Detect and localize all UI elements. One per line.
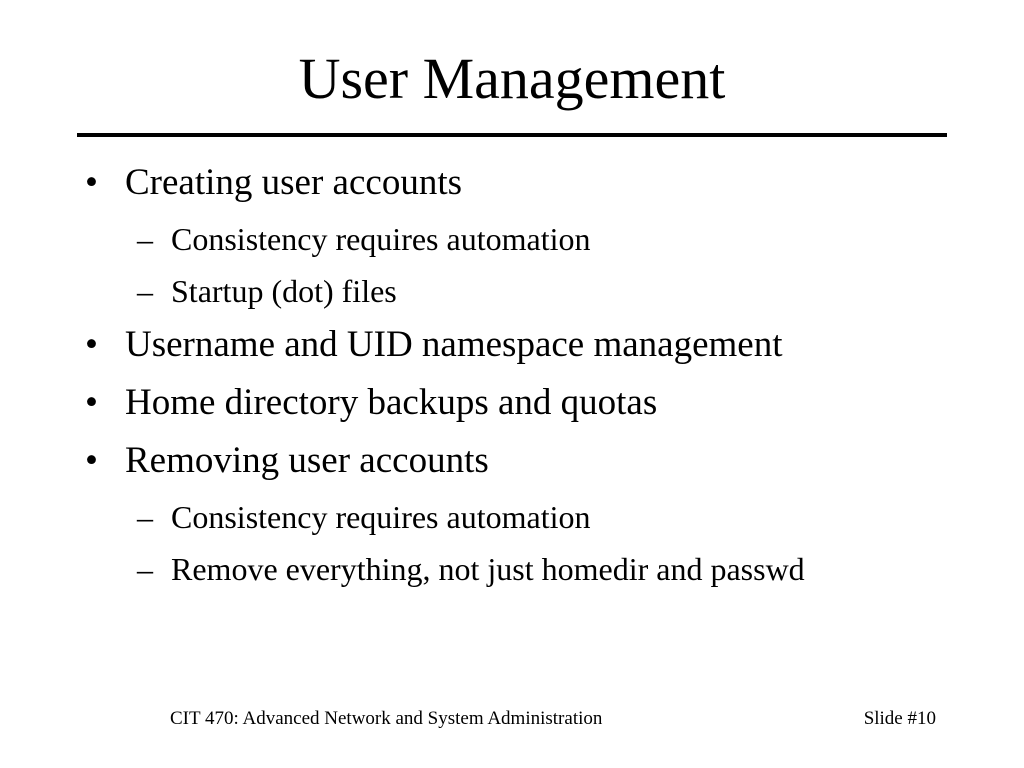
sub-bullet-marker: – <box>137 499 153 535</box>
sub-bullet-text: Startup (dot) files <box>171 273 397 309</box>
sub-bullet-item <box>85 498 985 536</box>
sub-bullet-item <box>85 220 985 258</box>
bullet-list <box>85 160 985 588</box>
sub-bullet-item <box>85 550 931 588</box>
footer-course-title: CIT 470: Advanced Network and System Administration <box>170 708 603 729</box>
title-divider <box>77 133 947 137</box>
sub-bullet-marker: – <box>137 221 153 257</box>
bullet-marker: • <box>85 382 98 423</box>
sub-bullet-text: Consistency requires automation <box>171 221 591 257</box>
bullet-marker: • <box>85 162 98 203</box>
bullet-marker: • <box>85 324 98 365</box>
bullet-item <box>85 438 985 484</box>
sub-bullet-marker: – <box>137 273 153 309</box>
bullet-item <box>85 380 985 426</box>
bullet-text: Creating user accounts <box>125 162 462 203</box>
bullet-text: Removing user accounts <box>125 440 489 481</box>
bullet-marker: • <box>85 440 98 481</box>
sub-bullet-marker: – <box>137 551 153 587</box>
sub-bullet-text: Consistency requires automation <box>171 499 591 535</box>
sub-bullet-text: Remove everything, not just homedir and passwd <box>171 551 805 587</box>
bullet-item <box>85 322 985 368</box>
bullet-text: Home directory backups and quotas <box>125 382 658 423</box>
slide-title: User Management <box>298 46 726 111</box>
sub-bullet-item <box>85 272 985 310</box>
bullet-item <box>85 160 985 206</box>
bullet-text: Username and UID namespace management <box>125 324 783 365</box>
footer-slide-number: Slide #10 <box>863 708 936 729</box>
